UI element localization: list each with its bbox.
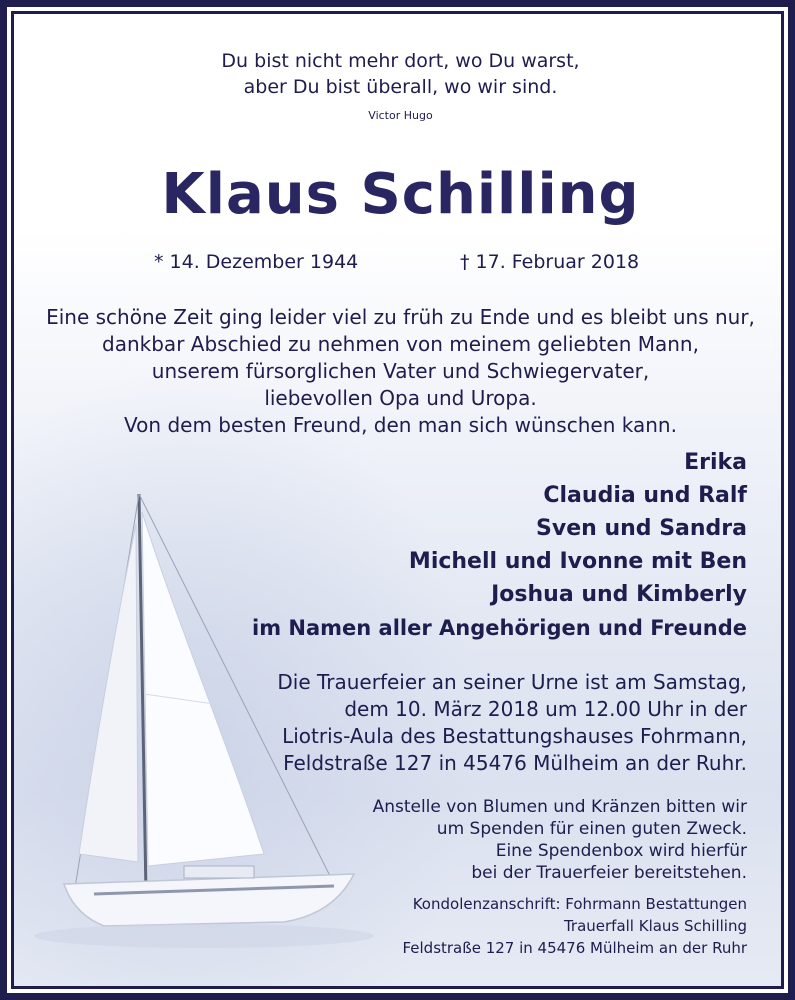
donation-line: bei der Trauerfeier bereitstehen. [471, 863, 747, 883]
condolence-line: Kondolenzanschrift: Fohrmann Bestattungen [412, 895, 747, 913]
donation-line: Eine Spendenbox wird hierfür [495, 841, 747, 861]
family-member: Michell und Ivonne mit Ben [408, 549, 747, 574]
tribute-line: Von dem besten Freund, den man sich wünschen kann. [124, 413, 677, 437]
funeral-line: dem 10. März 2018 um 12.00 Uhr in der [344, 697, 747, 721]
funeral-details [277, 669, 747, 777]
tribute-line: dankbar Abschied zu nehmen von meinem geliebten Mann, [102, 332, 699, 356]
donation-line: um Spenden für einen guten Zweck. [436, 819, 747, 839]
tribute-line: liebevollen Opa und Uropa. [264, 386, 537, 410]
condolence-line: Trauerfall Klaus Schilling [563, 917, 747, 935]
family-member: Joshua und Kimberly [491, 582, 747, 607]
funeral-line: Die Trauerfeier an seiner Urne ist am Samstag, [277, 670, 747, 694]
quote-line: aber Du bist überall, wo wir sind. [243, 76, 558, 98]
condolence-address [402, 893, 747, 959]
quote-author: Victor Hugo [368, 109, 433, 122]
condolence-line: Feldstraße 127 in 45476 Mülheim an der Ruhr [402, 939, 747, 957]
funeral-line: Liotris-Aula des Bestattungshauses Fohrmann, [282, 724, 747, 748]
tribute-line: Eine schöne Zeit ging leider viel zu früh zu Ende und es bleibt uns nur, [46, 305, 755, 329]
funeral-line: Feldstraße 127 in 45476 Mülheim an der Ruhr. [283, 751, 747, 775]
birth-date: * 14. Dezember 1944 [154, 251, 359, 273]
tribute-text [14, 304, 784, 439]
obituary-notice [11, 11, 784, 989]
family-closing: im Namen aller Angehörigen und Freunde [252, 616, 747, 640]
family-member: Claudia und Ralf [543, 483, 747, 508]
family-member: Erika [684, 450, 747, 475]
tribute-line: unserem fürsorglichen Vater und Schwiegervater, [151, 359, 650, 383]
deceased-name: Klaus Schilling [161, 162, 640, 227]
donation-note [373, 796, 747, 884]
quote-line: Du bist nicht mehr dort, wo Du warst, [221, 50, 580, 72]
quote [14, 48, 784, 100]
donation-line: Anstelle von Blumen und Kränzen bitten wir [372, 797, 747, 817]
family-list [409, 446, 747, 611]
death-date: † 17. Februar 2018 [460, 251, 640, 273]
family-member: Sven und Sandra [536, 516, 747, 541]
